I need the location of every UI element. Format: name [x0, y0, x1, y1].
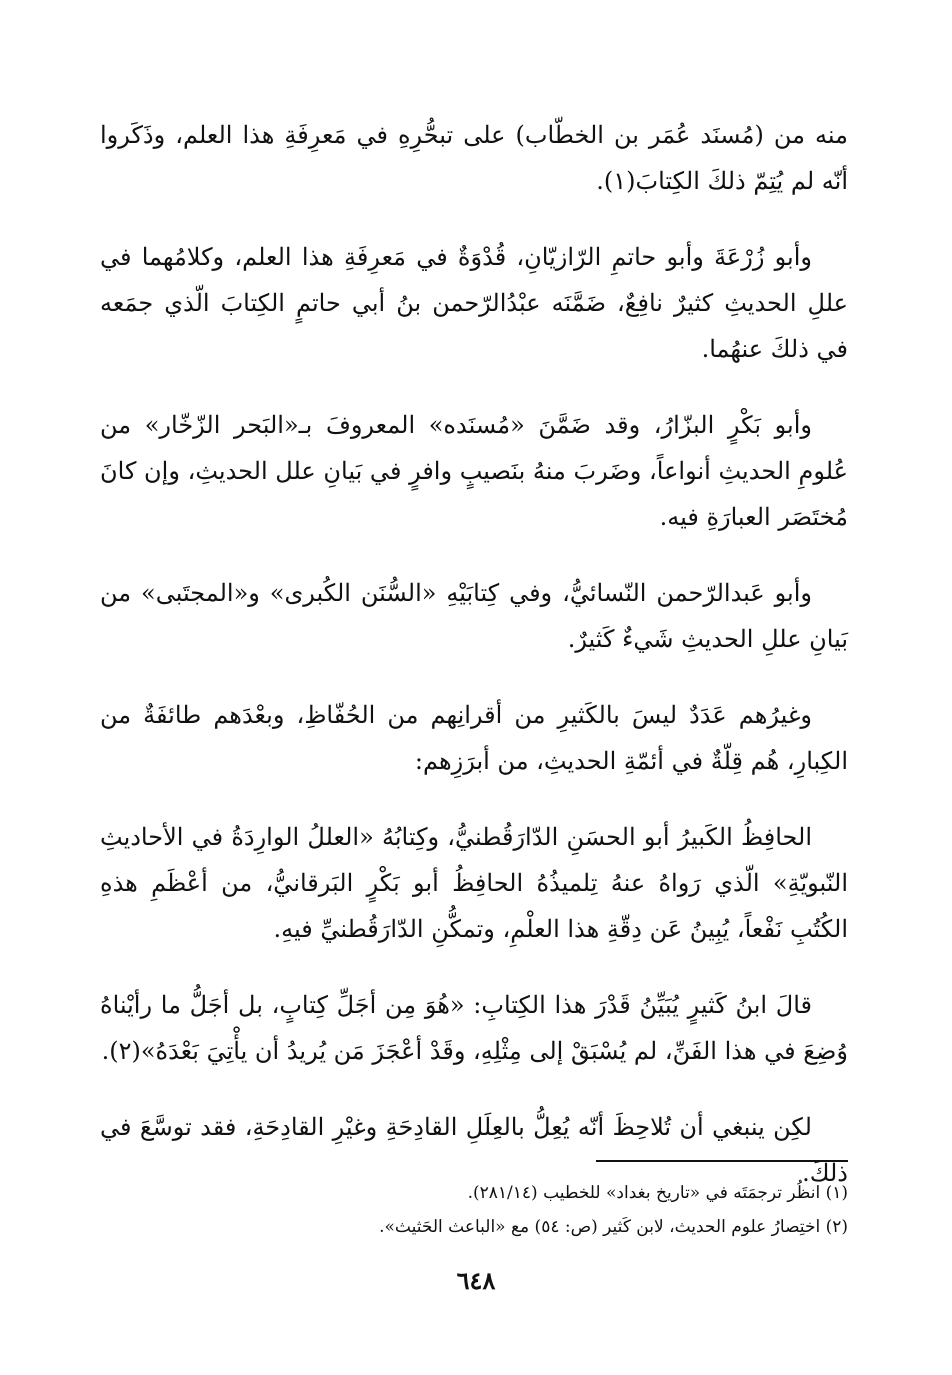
- footnotes: [100, 1176, 848, 1244]
- paragraph-1: منه من (مُسنَد عُمَر بن الخطّاب) على تبحُّرِهِ في مَعرِفَةِ هذا العلم، وذَكَروا أنّه لم يُتِمّ ذلكَ الكِتابَ(١).: [100, 121, 848, 195]
- footnote-1: (١) انظُر ترجمَتَه في «تاريخ بغداد» للخطيب (٢٨١/١٤).: [467, 1183, 848, 1203]
- paragraph-5: وغيرُهم عَدَدٌ ليسَ بالكَثيرِ من أقرانِهم من الحُفّاظِ، وبعْدَهم طائفَةٌ من الكِبارِ، هُم قِلّةٌ في أئمّةِ الحديثِ، من أبرَزِهم:: [100, 701, 848, 775]
- paragraph-2: وأبو زُرْعَةَ وأبو حاتمِ الرّازيّانِ، قُدْوَةٌ في مَعرِفَةِ هذا العلم، وكلامُهما في عللِ الحديثِ كثيرٌ نافِعٌ، ضَمَّنَه عبْدُالرّحمن بنُ أبي حاتمٍ الكِتابَ الّذي جمَعه في ذلكَ عنهُما.: [100, 243, 848, 363]
- paragraph-7: قالَ ابنُ كَثيرٍ يُبَيِّنُ قَدْرَ هذا الكِتابِ: «هُوَ مِن أجَلِّ كِتابٍ، بل أجَلُّ ما رأيْناهُ وُضِعَ في هذا الفَنِّ، لم يُسْبَقْ إلى مِثْلِهِ، وقَدْ أعْجَزَ مَن يُريدُ أن يأْتِيَ بَعْدَهُ»(٢).: [100, 991, 848, 1065]
- page-body: [100, 112, 848, 1226]
- page-number: ٦٤٨: [456, 1266, 496, 1295]
- paragraph-6: الحافِظُ الكَبيرُ أبو الحسَنِ الدّارَقُطنيُّ، وكِتابُهُ «العللُ الوارِدَةُ في الأحاديثِ النّبويّةِ» الّذي رَواهُ عنهُ تِلميذُهُ الحافِظُ أبو بَكْرٍ البَرقانيُّ، من أعْظَمِ هذهِ الكُتُبِ نَفْعاً، يُبِينُ عَن دِقّةِ هذا العلْمِ، وتمكُّنِ الدّارَقُطنيِّ فيهِ.: [100, 823, 848, 943]
- paragraph-8: لكِن ينبغي أن تُلاحِظَ أنّه يُعِلُّ بالعِلَلِ القادِحَةِ وغيْرِ القادِحَةِ، فقد توسَّعَ في ذلكَ.: [100, 1113, 848, 1187]
- footnote-2: (٢) اختِصارُ علوم الحديث، لابن كَثير (ص: ٥٤) مع «الباعث الحَثيث».: [379, 1217, 848, 1237]
- footnote-divider: [596, 1160, 848, 1162]
- paragraph-4: وأبو عَبدالرّحمن النّسائيُّ، وفي كِتابَيْهِ «السُّنَن الكُبرى» و«المجتَبى» من بَيانِ عللِ الحديثِ شَيءٌ كَثيرٌ.: [100, 579, 848, 653]
- paragraph-3: وأبو بَكْرٍ البزّارُ، وقد ضَمَّنَ «مُسنَده» المعروفَ بـ«البَحر الزّخّار» من عُلومِ الحديثِ أنواعاً، وضَربَ منهُ بنَصيبٍ وافرٍ في بَيانِ علل الحديثِ، وإن كانَ مُختَصَر العبارَةِ فيه.: [100, 411, 848, 531]
